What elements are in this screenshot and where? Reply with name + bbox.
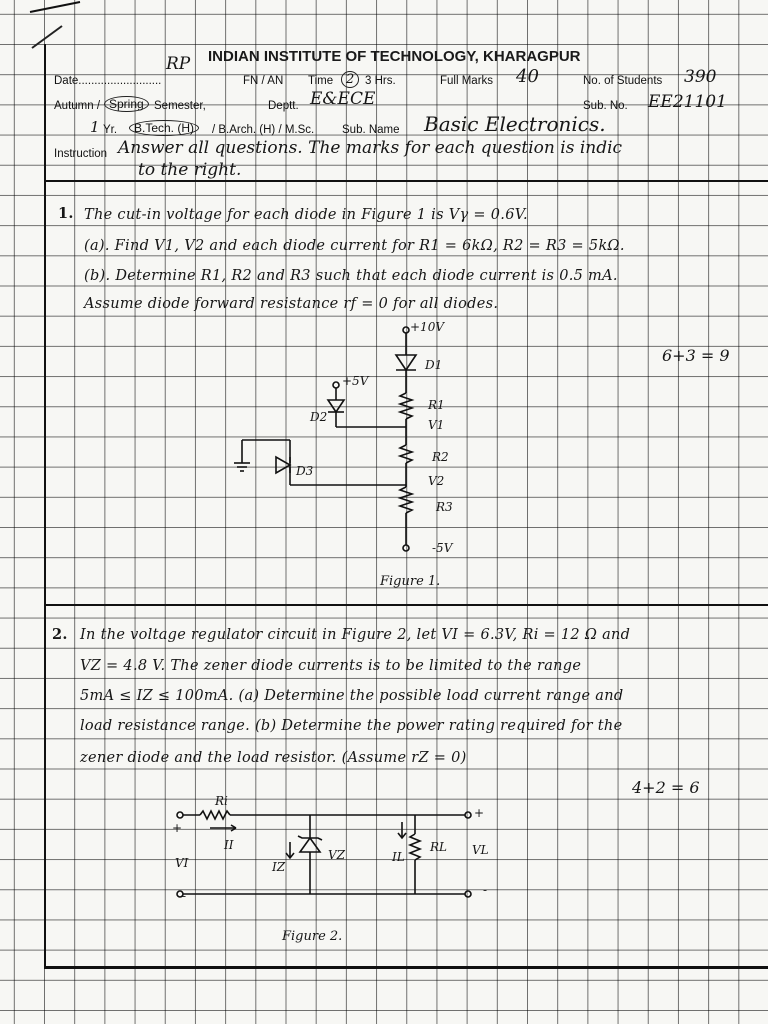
node-out-bottom <box>465 891 471 897</box>
q1-line-1: The cut-in voltage for each diode in Figure 1 is Vγ = 0.6V. <box>84 207 528 223</box>
q1-line-4: Assume diode forward resistance rf = 0 for all diodes. <box>84 296 499 312</box>
label-plus-left: + <box>172 821 183 835</box>
q2-line-4: load resistance range. (b) Determine the power rating required for the <box>80 718 623 734</box>
full-marks-label: Full Marks <box>440 75 494 87</box>
node-plus5v <box>333 382 339 388</box>
node-out-top <box>465 812 471 818</box>
spring-label: Spring <box>104 96 149 112</box>
q2-line-2: VZ = 4.8 V. The zener diode currents is to be limited to the range <box>80 658 582 674</box>
btech-label: B.Tech. (H) <box>129 120 199 136</box>
institute-title: INDIAN INSTITUTE OF TECHNOLOGY, KHARAGPUR <box>208 48 581 65</box>
label-minus5v: -5V <box>432 541 453 555</box>
zener-diode <box>300 838 320 852</box>
time-label: Time <box>308 75 334 87</box>
label-ii: II <box>224 838 234 852</box>
resistor-ri <box>200 811 230 819</box>
students-label: No. of Students <box>583 75 663 87</box>
label-plus5v: +5V <box>342 374 369 388</box>
autumn-label: Autumn / <box>54 100 101 112</box>
full-marks-value: 40 <box>516 66 539 87</box>
pen-mark <box>0 0 110 60</box>
label-plus10v: +10V <box>410 320 444 334</box>
q1-number: 1. <box>58 205 74 222</box>
label-minus-left: - <box>182 889 187 903</box>
label-r3: R3 <box>436 500 453 514</box>
label-plus-right: + <box>474 806 485 820</box>
diode-d1 <box>396 355 416 370</box>
resistor-r3 <box>400 487 412 513</box>
sub-name-label: Sub. Name <box>342 124 400 136</box>
year-label: Yr. <box>103 124 118 136</box>
time-value: 2 <box>341 71 359 88</box>
instruction-line-2: to the right. <box>138 160 242 180</box>
q2-line-5: zener diode and the load resistor. (Assume rZ = 0) <box>80 750 467 766</box>
q2-line-1: In the voltage regulator circuit in Figure 2, let VI = 6.3V, Ri = 12 Ω and <box>80 627 631 643</box>
q1-line-2: (a). Find V1, V2 and each diode current for R1 = 6kΩ, R2 = R3 = 5kΩ. <box>84 238 625 254</box>
label-v2: V2 <box>428 474 445 488</box>
figure-1-circuit <box>230 315 490 565</box>
degrees-label: / B.Arch. (H) / M.Sc. <box>212 124 315 136</box>
diode-d2 <box>328 400 344 412</box>
instruction-line-1: Answer all questions. The marks for each question is indic <box>118 138 623 158</box>
q2-number: 2. <box>52 626 68 643</box>
label-vz: VZ <box>328 848 346 862</box>
node-in-top <box>177 812 183 818</box>
diode-d3 <box>276 457 290 473</box>
label-rl: RL <box>430 840 448 854</box>
resistor-rl <box>410 834 420 860</box>
header-divider <box>44 180 768 182</box>
q2-marks: 4+2 = 6 <box>632 778 700 797</box>
left-border <box>44 44 46 968</box>
label-d3: D3 <box>296 464 314 478</box>
label-d1: D1 <box>425 358 443 372</box>
q1-line-3: (b). Determine R1, R2 and R3 such that each diode current is 0.5 mA. <box>84 268 618 284</box>
bottom-border <box>44 966 768 969</box>
label-r1: R1 <box>428 398 445 412</box>
year-value: 1 <box>90 118 100 136</box>
semester-label: Semester, <box>154 100 206 112</box>
resistor-r1 <box>400 393 412 419</box>
label-d2: D2 <box>310 410 328 424</box>
instruction-label: Instruction <box>54 148 108 160</box>
examiner-initials: RP <box>166 54 191 74</box>
q1-marks: 6+3 = 9 <box>662 346 730 365</box>
label-v1: V1 <box>428 418 445 432</box>
fn-an-label: FN / AN <box>243 75 284 87</box>
deptt-value: E&ECE <box>310 89 376 109</box>
label-r2: R2 <box>432 450 449 464</box>
resistor-r2 <box>400 445 412 463</box>
sub-no-label: Sub. No. <box>583 100 628 112</box>
deptt-label: Deptt. <box>268 100 299 112</box>
node-plus10v <box>403 327 409 333</box>
label-iz: IZ <box>272 860 286 874</box>
label-vl: VL <box>472 843 489 857</box>
figure-2-caption: Figure 2. <box>282 929 343 944</box>
label-il: IL <box>392 850 405 864</box>
node-minus5v <box>403 545 409 551</box>
hrs-label: 3 Hrs. <box>365 75 396 87</box>
figure-1-caption: Figure 1. <box>380 574 441 589</box>
q2-line-3: 5mA ≤ IZ ≤ 100mA. (a) Determine the possible load current range and <box>80 688 624 704</box>
q1-divider <box>44 604 768 606</box>
label-vi: VI <box>175 856 189 870</box>
sub-name-value: Basic Electronics. <box>424 112 606 136</box>
sub-no-value: EE21101 <box>648 92 727 112</box>
label-minus-right: - <box>483 883 488 897</box>
date-label: Date.......................... <box>54 75 162 87</box>
label-ri: Ri <box>215 794 228 808</box>
students-value: 390 <box>684 67 717 87</box>
